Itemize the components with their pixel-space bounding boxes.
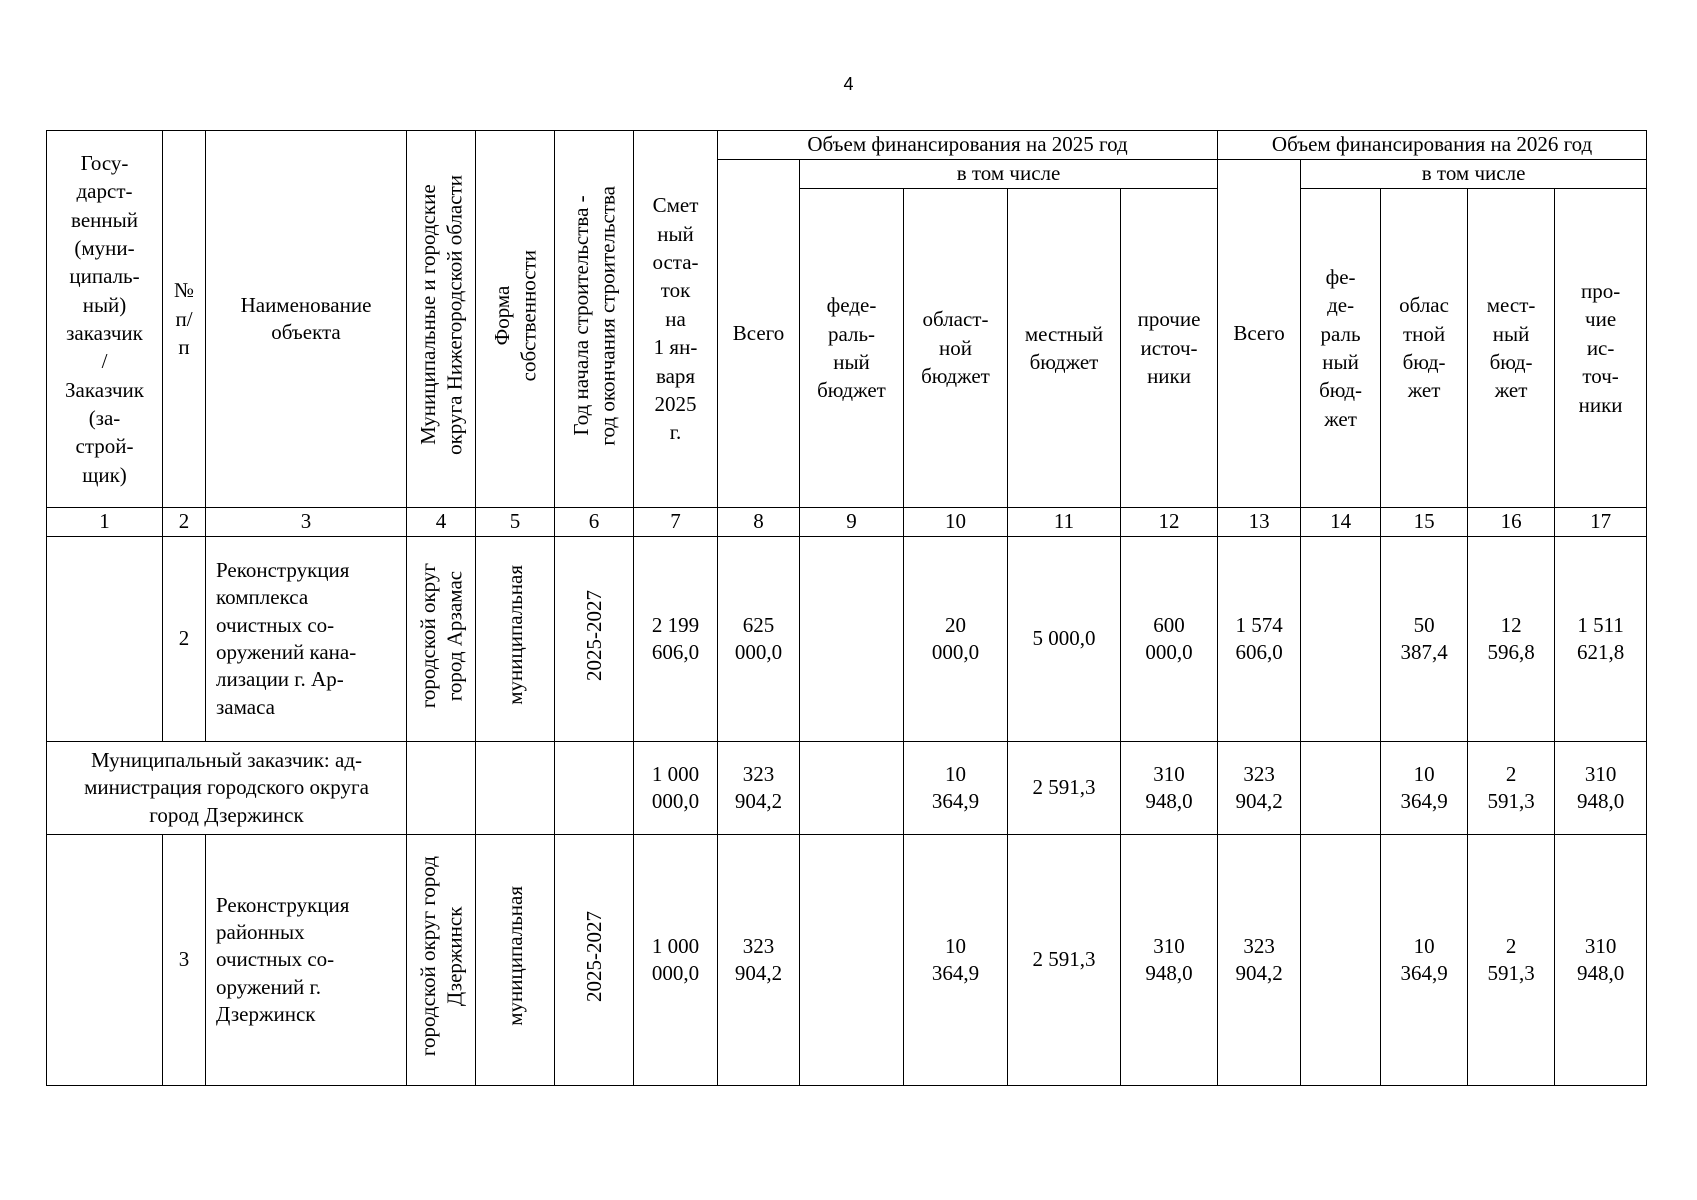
cell-regional-2025: 20 000,0 [904,537,1008,742]
cell-regional-2025: 10 364,9 [904,835,1008,1086]
cell-other-2025: 310 948,0 [1121,835,1218,1086]
header-including-2026: в том числе [1301,160,1647,189]
column-number: 11 [1008,508,1121,537]
cell-ownership [476,835,555,1086]
cell-estimate: 1 000 000,0 [634,835,718,1086]
header-federal-2026: фе- де- раль ный бюд- жет [1301,189,1381,508]
column-number: 16 [1468,508,1555,537]
cell-customer [47,537,163,742]
column-number: 2 [163,508,206,537]
cell-local-2025: 2 591,3 [1008,742,1121,835]
header-fin-2025: Объем финансирования на 2025 год [718,131,1218,160]
header-local-2026: мест- ный бюд- жет [1468,189,1555,508]
column-number: 10 [904,508,1008,537]
cell-estimate: 1 000 000,0 [634,742,718,835]
header-years [555,131,634,508]
column-number: 12 [1121,508,1218,537]
cell-years [555,835,634,1086]
cell-total-2026: 1 574 606,0 [1218,537,1301,742]
cell-total-2026: 323 904,2 [1218,835,1301,1086]
header-ownership [476,131,555,508]
header-fin-2026: Объем финансирования на 2026 год [1218,131,1647,160]
cell-local-2026: 2 591,3 [1468,742,1555,835]
cell-ownership-text: муниципальная [502,886,527,1027]
header-including-2025: в том числе [800,160,1218,189]
cell-federal-2026 [1301,835,1381,1086]
cell-total-2025: 625 000,0 [718,537,800,742]
column-number: 3 [206,508,407,537]
cell-municipality [407,537,476,742]
cell-total-2025: 323 904,2 [718,835,800,1086]
cell-years-text: 2025-2027 [581,910,606,1002]
cell-object-name: Реконструкция комплекса очистных со- оружений кана- лизации г. Ар- замаса [206,537,407,742]
cell-customer [47,835,163,1086]
cell-ownership [476,742,555,835]
column-number: 9 [800,508,904,537]
cell-other-2025: 600 000,0 [1121,537,1218,742]
cell-number: 3 [163,835,206,1086]
cell-regional-2026: 10 364,9 [1381,742,1468,835]
cell-federal-2025 [800,742,904,835]
cell-years [555,537,634,742]
header-municipality-text: Муниципальные и городские округа Нижегородской области [415,175,466,456]
cell-regional-2026: 50 387,4 [1381,537,1468,742]
cell-years [555,742,634,835]
cell-local-2026: 12 596,8 [1468,537,1555,742]
cell-estimate: 2 199 606,0 [634,537,718,742]
column-number: 1 [47,508,163,537]
cell-other-2025: 310 948,0 [1121,742,1218,835]
cell-federal-2026 [1301,537,1381,742]
cell-other-2026: 1 511 621,8 [1555,537,1647,742]
header-other-2025: прочие источ- ники [1121,189,1218,508]
cell-local-2026: 2 591,3 [1468,835,1555,1086]
column-number: 6 [555,508,634,537]
header-federal-2025: феде- раль- ный бюджет [800,189,904,508]
cell-municipality-text: городской округ город Дзержинск [415,856,466,1057]
cell-municipality [407,742,476,835]
cell-other-2026: 310 948,0 [1555,742,1647,835]
table-row-customer-group [47,742,1647,835]
financing-table [46,130,1647,1086]
column-number: 8 [718,508,800,537]
header-regional-2026: облас тной бюд- жет [1381,189,1468,508]
header-estimate: Смет ный оста- ток на 1 ян- варя 2025 г. [634,131,718,508]
header-row-1 [47,131,1647,160]
header-total-2025: Всего [718,160,800,508]
cell-other-2026: 310 948,0 [1555,835,1647,1086]
header-number: № п/ п [163,131,206,508]
header-municipality [407,131,476,508]
column-number: 17 [1555,508,1647,537]
table-row [47,835,1647,1086]
cell-customer-group-label: Муниципальный заказчик: ад- министрация городского округа город Дзержинск [47,742,407,835]
cell-number: 2 [163,537,206,742]
cell-federal-2025 [800,537,904,742]
header-object-name: Наименование объекта [206,131,407,508]
cell-total-2025: 323 904,2 [718,742,800,835]
column-number: 14 [1301,508,1381,537]
header-other-2026: про- чие ис- точ- ники [1555,189,1647,508]
cell-federal-2025 [800,835,904,1086]
header-total-2026: Всего [1218,160,1301,508]
column-number: 15 [1381,508,1468,537]
column-number: 5 [476,508,555,537]
cell-regional-2026: 10 364,9 [1381,835,1468,1086]
column-number: 4 [407,508,476,537]
cell-local-2025: 5 000,0 [1008,537,1121,742]
column-number: 13 [1218,508,1301,537]
cell-local-2025: 2 591,3 [1008,835,1121,1086]
cell-object-name: Реконструкция районных очистных со- оружений г. Дзержинск [206,835,407,1086]
header-years-text: Год начала строительства - год окончания строительства [568,185,619,446]
cell-ownership-text: муниципальная [502,565,527,706]
cell-regional-2025: 10 364,9 [904,742,1008,835]
table-row [47,537,1647,742]
header-local-2025: местный бюджет [1008,189,1121,508]
page-number: 4 [843,74,854,94]
cell-ownership [476,537,555,742]
cell-total-2026: 323 904,2 [1218,742,1301,835]
cell-municipality-text: городской округ город Арзамас [415,562,466,708]
column-number: 7 [634,508,718,537]
cell-municipality [407,835,476,1086]
cell-years-text: 2025-2027 [581,589,606,681]
header-ownership-text: Форма собственности [489,249,540,382]
cell-federal-2026 [1301,742,1381,835]
header-customer: Госу- дарст- венный (муни- ципаль- ный) заказчик / Заказчик (за- строй- щик) [47,131,163,508]
header-regional-2025: област- ной бюджет [904,189,1008,508]
column-numbers-row [47,508,1647,537]
